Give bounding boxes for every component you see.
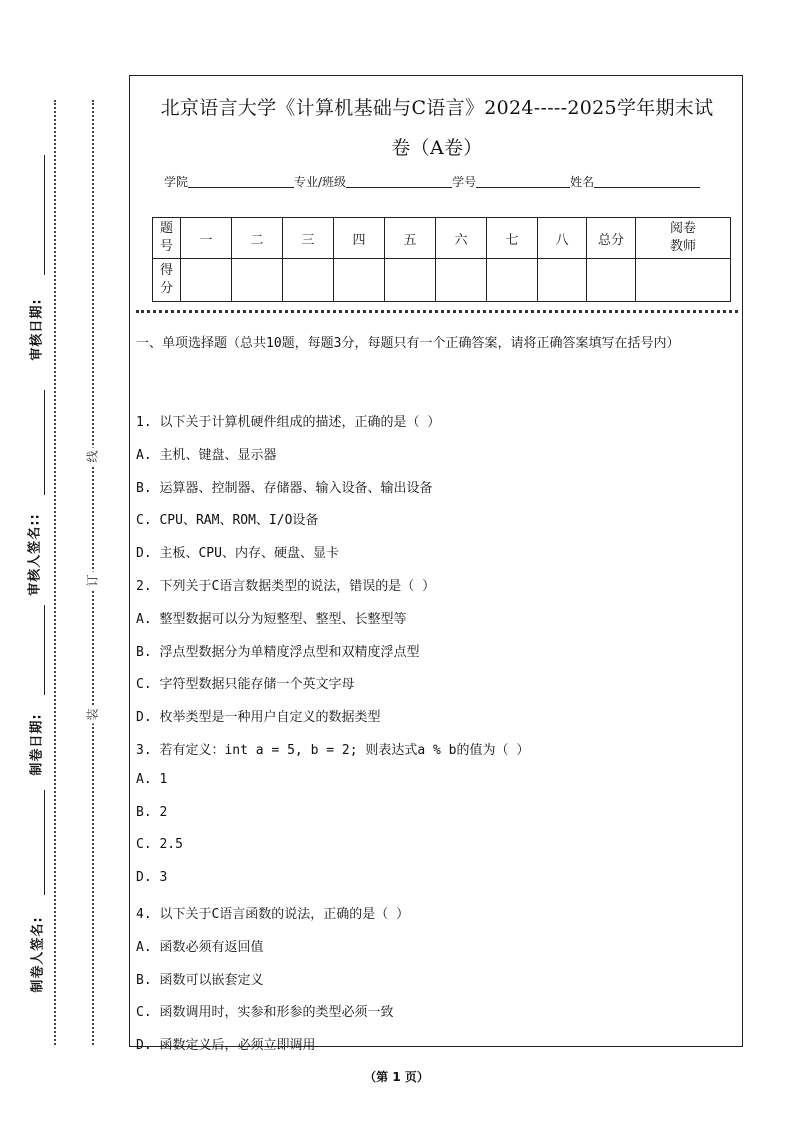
col-header: 七 (487, 218, 538, 259)
question-stem: 4. 以下关于C语言函数的说法，正确的是（ ） (136, 907, 410, 922)
score-cell[interactable] (181, 259, 232, 302)
reviewer-sign-rule (44, 390, 45, 495)
question-option: D. 枚举类型是一种用户自定义的数据类型 (136, 710, 381, 726)
question-option: A. 函数必须有返回值 (136, 939, 264, 955)
outer-dotted-line (54, 100, 56, 1045)
col-header-reviewer: 阅卷教师 (636, 218, 731, 259)
title-line-1: 北京语言大学《计算机基础与C语言》2024-----2025学年期末试 (160, 97, 714, 119)
score-table-score-row (153, 259, 731, 302)
exam-content (136, 333, 736, 1054)
question-stem: 1. 以下关于计算机硬件组成的描述，正确的是（ ） (136, 415, 441, 430)
question-stem: 2. 下列关于C语言数据类型的说法，错误的是（ ） (136, 579, 436, 594)
question-option: C. CPU、RAM、ROM、I/O设备 (136, 513, 319, 529)
page-footer: （第 1 页） (364, 1070, 429, 1084)
question-option: D. 主板、CPU、内存、硬盘、显卡 (136, 546, 339, 562)
score-row-label: 得分 (153, 259, 181, 302)
score-cell[interactable] (385, 259, 436, 302)
col-header: 八 (538, 218, 587, 259)
col-header-total: 总分 (587, 218, 636, 259)
question-option: D. 函数定义后，必须立即调用 (136, 1038, 316, 1054)
score-table (152, 217, 731, 302)
reviewer-date-rule (44, 155, 45, 275)
name-label: 姓名 (570, 175, 595, 189)
col-header: 五 (385, 218, 436, 259)
col-header: 四 (334, 218, 385, 259)
major-field[interactable] (346, 175, 452, 188)
score-cell[interactable] (232, 259, 283, 302)
maker-sign-rule (44, 790, 45, 895)
student-id-field[interactable] (476, 175, 570, 188)
col-header: 一 (181, 218, 232, 259)
question-option: D. 3 (136, 870, 168, 886)
question-option: C. 字符型数据只能存储一个英文字母 (136, 677, 355, 693)
question-option: B. 运算器、控制器、存储器、输入设备、输出设备 (136, 480, 433, 496)
col-header: 三 (283, 218, 334, 259)
question-option: A. 整型数据可以分为短整型、整型、长整型等 (136, 611, 407, 627)
question-number-label: 题号 (153, 218, 181, 259)
exam-title (130, 88, 744, 168)
col-header: 二 (232, 218, 283, 259)
question-option: B. 2 (136, 804, 168, 820)
question-option: C. 2.5 (136, 837, 183, 853)
binding-word-zhuang: 装 (84, 706, 101, 724)
question-option: B. 浮点型数据分为单精度浮点型和双精度浮点型 (136, 644, 420, 660)
score-cell[interactable] (283, 259, 334, 302)
question-option: A. 主机、键盘、显示器 (136, 447, 277, 463)
binding-word-xian: 线 (84, 448, 101, 466)
question-option: A. 1 (136, 771, 168, 787)
dotted-separator (136, 310, 738, 313)
binding-word-ding: 订 (84, 572, 101, 590)
binding-margin (0, 0, 128, 1060)
question-stem: 3. 若有定义：int a = 5, b = 2; 则表达式a % b的值为（ ） (136, 743, 530, 758)
major-label: 专业/班级 (294, 175, 347, 189)
maker-sign-label: 制卷人签名: (27, 914, 46, 994)
reviewer-sign-label: 审核人签名:: (24, 511, 43, 597)
name-field[interactable] (594, 175, 700, 188)
college-label: 学院 (164, 175, 189, 189)
score-cell[interactable] (436, 259, 487, 302)
col-header: 六 (436, 218, 487, 259)
exam-frame (129, 75, 743, 1054)
score-cell[interactable] (538, 259, 587, 302)
maker-date-label: 制卷日期: (26, 711, 45, 777)
total-score-cell[interactable] (587, 259, 636, 302)
score-cell[interactable] (334, 259, 385, 302)
section-heading: 一、单项选择题（总共10题，每题3分，每题只有一个正确答案，请将正确答案填写在括号内） (136, 336, 680, 351)
question-option: C. 函数调用时，实参和形参的类型必须一致 (136, 1005, 394, 1021)
question-option: B. 函数可以嵌套定义 (136, 972, 264, 988)
student-info-row (164, 173, 700, 190)
score-cell[interactable] (487, 259, 538, 302)
title-line-2: 卷（A卷） (391, 137, 483, 159)
maker-date-rule (44, 605, 45, 695)
reviewer-cell[interactable] (636, 259, 731, 302)
score-table-header-row (153, 218, 731, 259)
college-field[interactable] (188, 175, 294, 188)
reviewer-date-label: 审核日期: (26, 296, 45, 362)
student-id-label: 学号 (452, 175, 477, 189)
